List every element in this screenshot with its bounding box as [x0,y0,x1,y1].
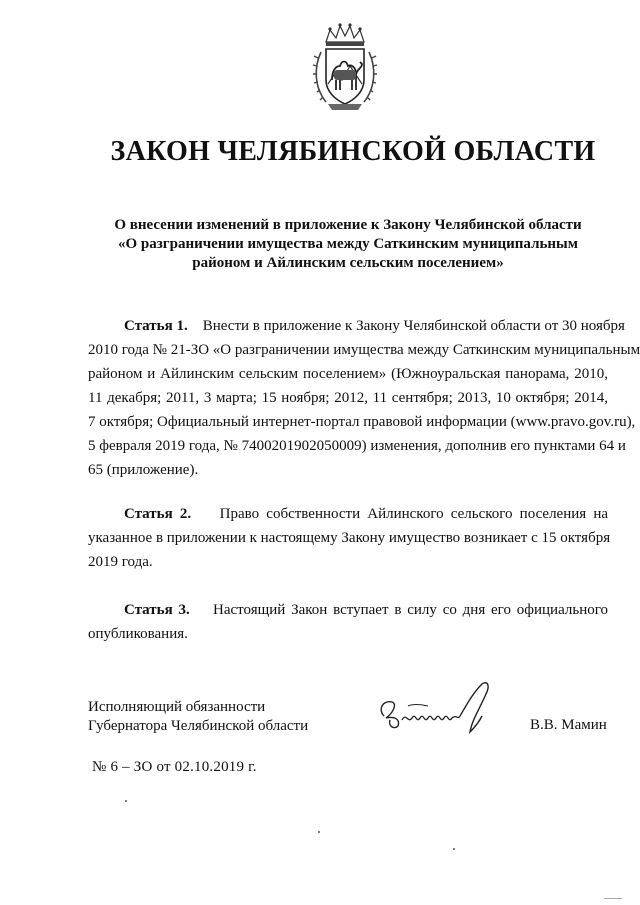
article-heading: Статья 3. [124,602,190,618]
article-1 [88,314,640,482]
subtitle-line: О внесении изменений в приложение к Закону Челябинской области [114,217,582,233]
article-line: 11 декабря; 2011, 3 марта; 15 ноября; 2012, 11 сентября; 2013, 10 октября; 2014, [88,390,608,406]
document-subtitle [90,216,606,273]
article-line: указанное в приложении к настоящему Закону имущество возникает с 15 октября [88,530,611,546]
article-line: 65 (приложение). [88,462,199,478]
article-line: районом и Айлинским сельским поселением» (Южноуральская панорама, 2010, [88,366,608,382]
article-line: Статья 1. Внести в приложение к Закону Челябинской области от 30 ноября [124,318,625,334]
article-heading: Статья 1. [124,318,188,334]
signatory-position-line: Губернатора Челябинской области [88,718,309,734]
subtitle-line: «О разграничении имущества между Саткинским муниципальным [118,236,578,252]
article-line: 2010 года № 21-ЗО «О разграничении имущества между Саткинским муниципальным [88,342,640,358]
scan-speck [125,800,127,802]
article-line: Статья 2. Право собственности Айлинского сельского поселения на [124,506,608,522]
article-2 [88,502,611,574]
scan-speck [453,848,455,850]
document-title: ЗАКОН ЧЕЛЯБИНСКОЙ ОБЛАСТИ [110,136,596,167]
signatory-name: В.В. Мамин [530,717,607,733]
scan-speck [318,831,320,833]
article-line: Статья 3. Настоящий Закон вступает в силу со дня его официального [124,602,608,618]
handwritten-signature-icon [372,676,502,746]
scan-speck [604,898,622,899]
article-3 [88,598,608,646]
subtitle-line: районом и Айлинским сельским поселением» [192,255,504,271]
article-heading: Статья 2. [124,506,192,522]
law-number: № 6 – ЗО от 02.10.2019 г. [92,759,257,775]
article-line: 7 октября; Официальный интернет-портал правовой информации (www.pravo.gov.ru), [88,414,636,430]
article-line: опубликования. [88,626,188,642]
article-line: 2019 года. [88,554,153,570]
signatory-position [88,698,308,736]
article-line: 5 февраля 2019 года, № 7400201902050009) изменения, дополнив его пунктами 64 и [88,438,626,454]
chelyabinsk-coat-of-arms-icon [312,22,378,112]
signatory-position-line: Исполняющий обязанности [88,699,266,715]
